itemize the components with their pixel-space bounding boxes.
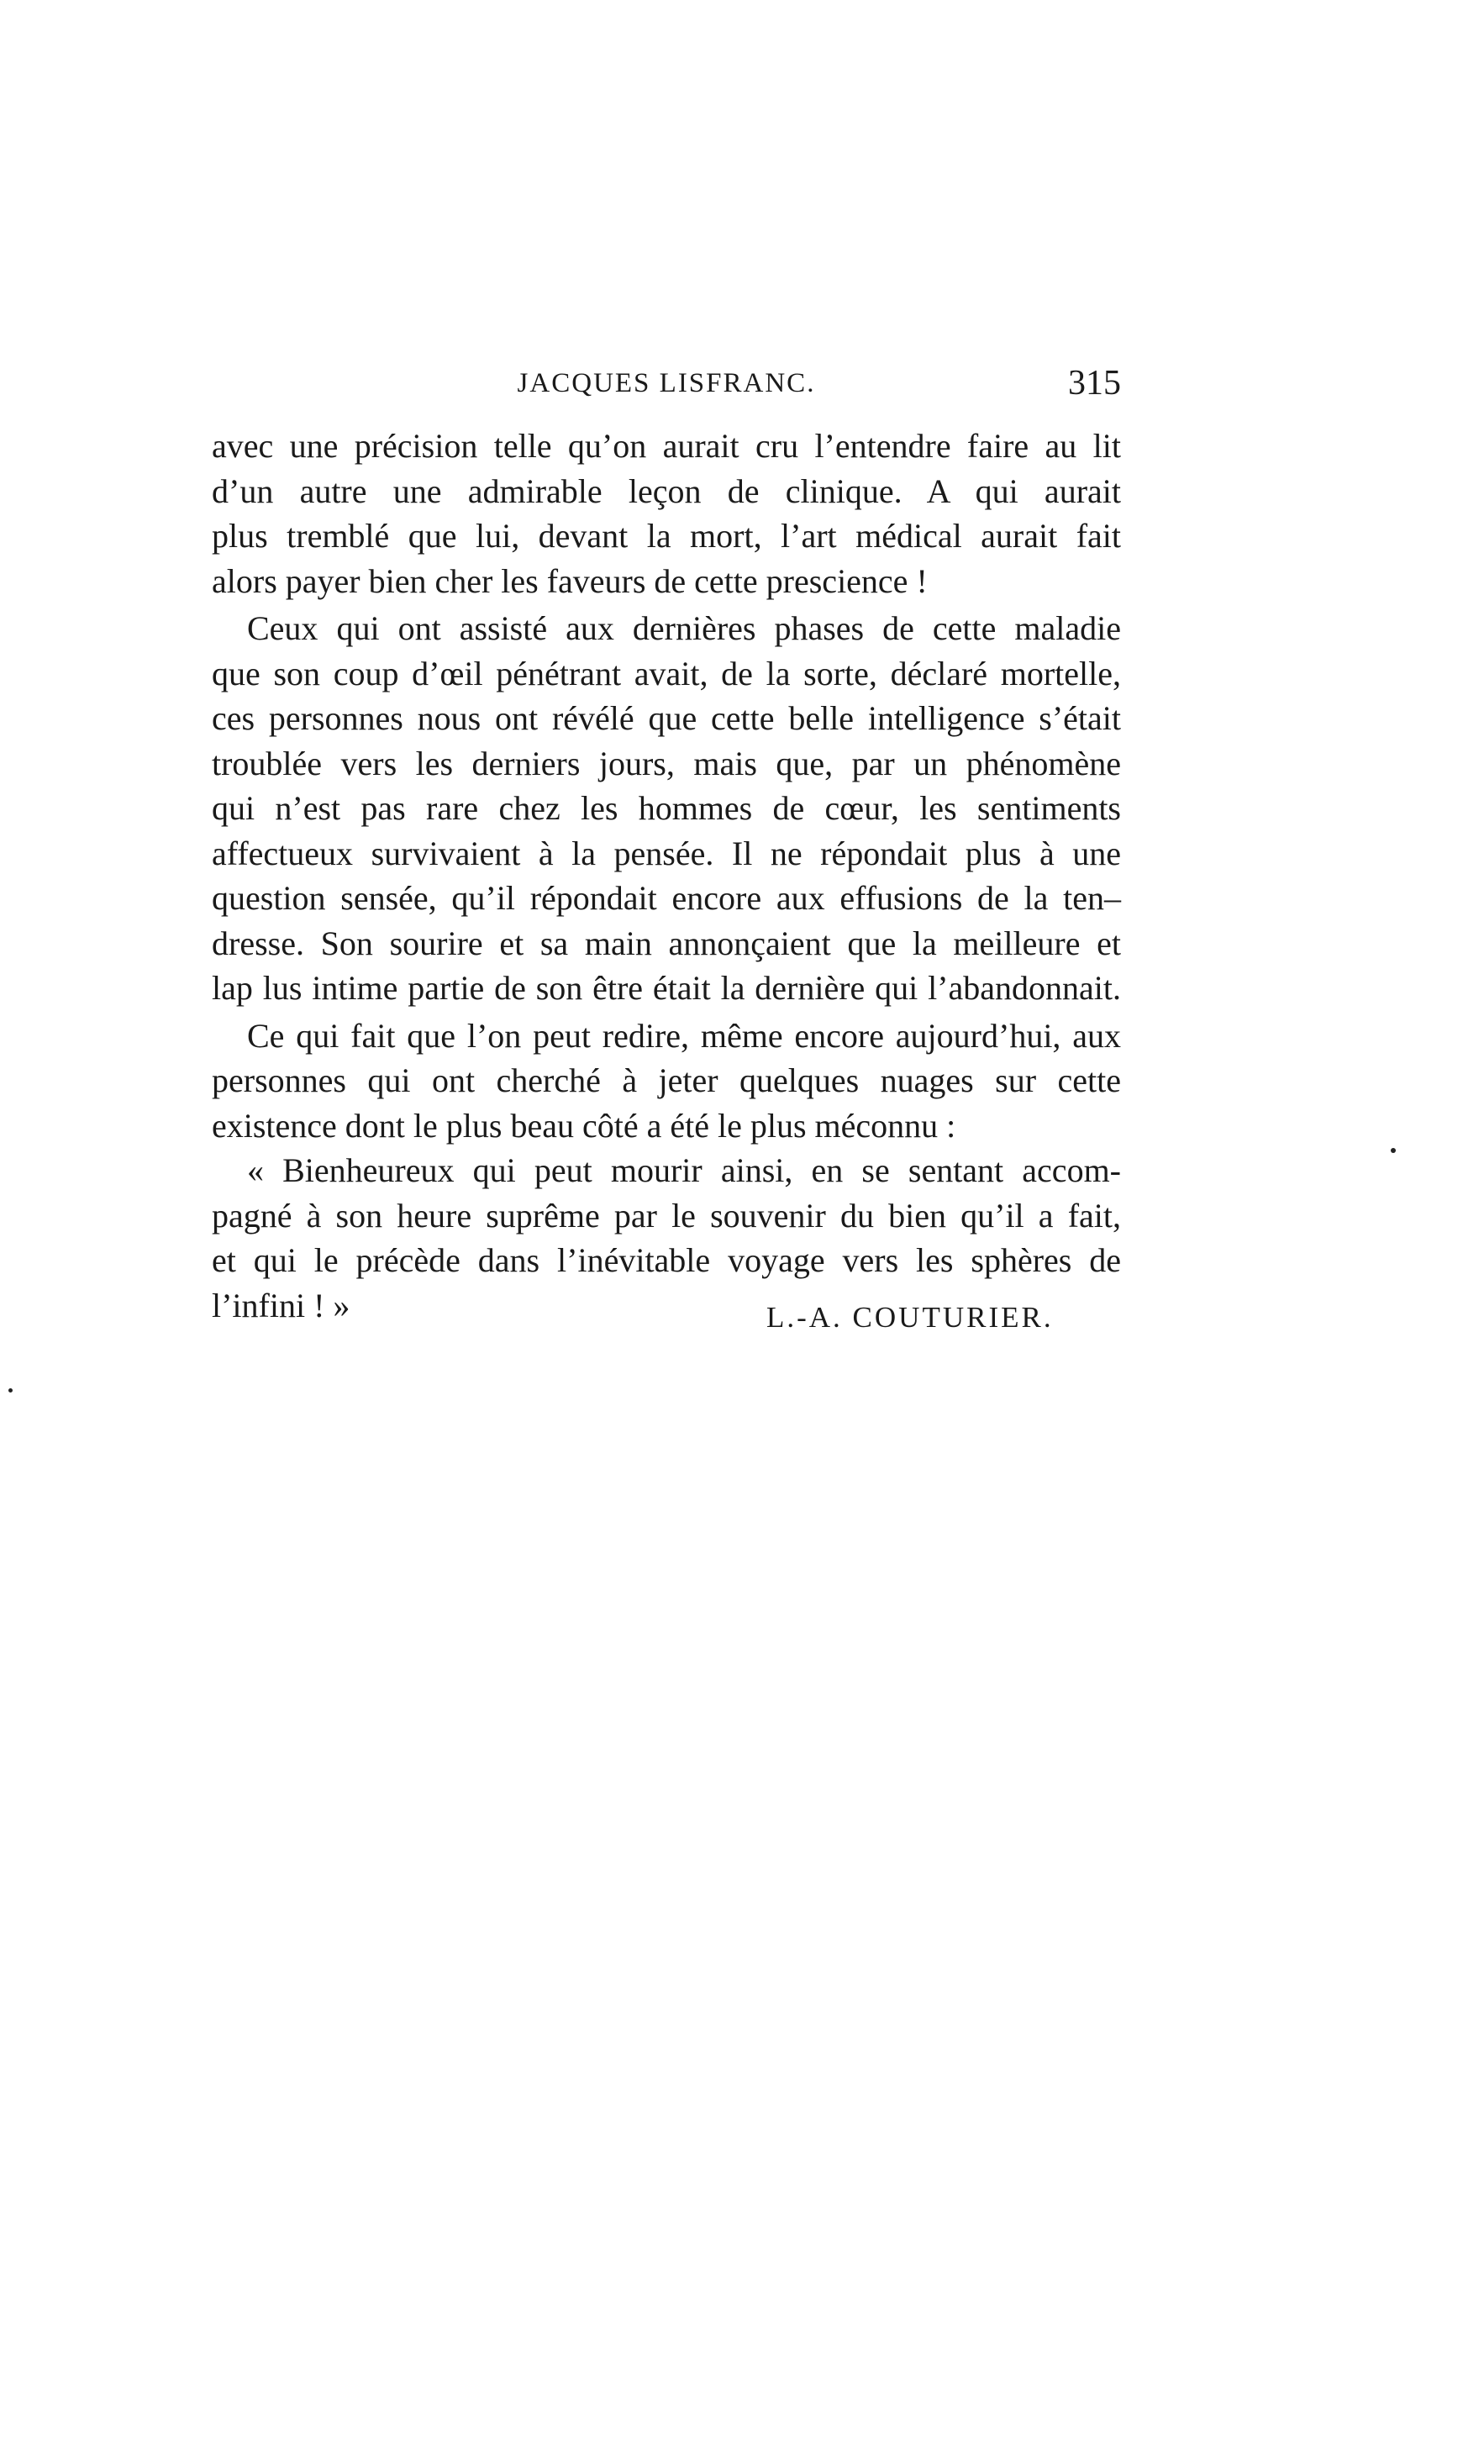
running-title: JACQUES LISFRANC. (517, 368, 816, 398)
text-line: que son coup d’œil pénétrant avait, de la sorte, déclaré mortelle, (212, 654, 1121, 692)
text-line: question sensée, qu’il répondait encore aux effusions de la ten– (212, 879, 1121, 917)
paragraph-2 (212, 606, 1121, 1011)
page-number: 315 (1068, 364, 1121, 403)
running-head (212, 363, 1121, 413)
text-line: troublée vers les derniers jours, mais que, par un phénomène (212, 744, 1121, 782)
text-line: existence dont le plus beau côté a été le plus méconnu : (212, 1106, 956, 1145)
text-line: ces personnes nous ont révélé que cette belle intelligence s’était (212, 699, 1121, 737)
text-line: personnes qui ont cherché à jeter quelques nuages sur cette (212, 1061, 1121, 1099)
paragraph-1 (212, 424, 1121, 603)
text-line: avec une précision telle qu’on aurait cru l’entendre faire au lit (212, 427, 1121, 465)
text-line: pagné à son heure suprême par le souvenir du bien qu’il a fait, (212, 1196, 1121, 1235)
text-line: Ce qui fait que l’on peut redire, même encore aujourd’hui, aux (247, 1016, 1121, 1055)
body-text (212, 424, 1121, 1328)
ink-speck (1391, 1148, 1396, 1153)
text-line: l’infini ! » (212, 1286, 350, 1324)
text-line: lap lus intime partie de son être était la dernière qui l’abandonnait. (212, 969, 1121, 1007)
text-line: plus tremblé que lui, devant la mort, l’art médical aurait fait (212, 517, 1121, 555)
text-line: dresse. Son sourire et sa main annonçaient que la meilleure et (212, 924, 1121, 962)
text-line: d’un autre une admirable leçon de clinique. A qui aurait (212, 471, 1121, 510)
author-signature: L.-A. COUTURIER. (766, 1301, 1054, 1334)
ink-speck (8, 1388, 13, 1393)
text-line: affectueux survivaient à la pensée. Il ne répondait plus à une (212, 834, 1121, 872)
paragraph-3 (212, 1014, 1121, 1149)
text-line: alors payer bien cher les faveurs de cette prescience ! (212, 561, 928, 600)
text-line: Ceux qui ont assisté aux dernières phases de cette maladie (247, 609, 1121, 647)
text-line: qui n’est pas rare chez les hommes de cœur, les sentiments (212, 789, 1121, 827)
text-line: « Bienheureux qui peut mourir ainsi, en se sentant accom- (247, 1151, 1121, 1189)
text-line: et qui le précède dans l’inévitable voyage vers les sphères de (212, 1241, 1121, 1279)
